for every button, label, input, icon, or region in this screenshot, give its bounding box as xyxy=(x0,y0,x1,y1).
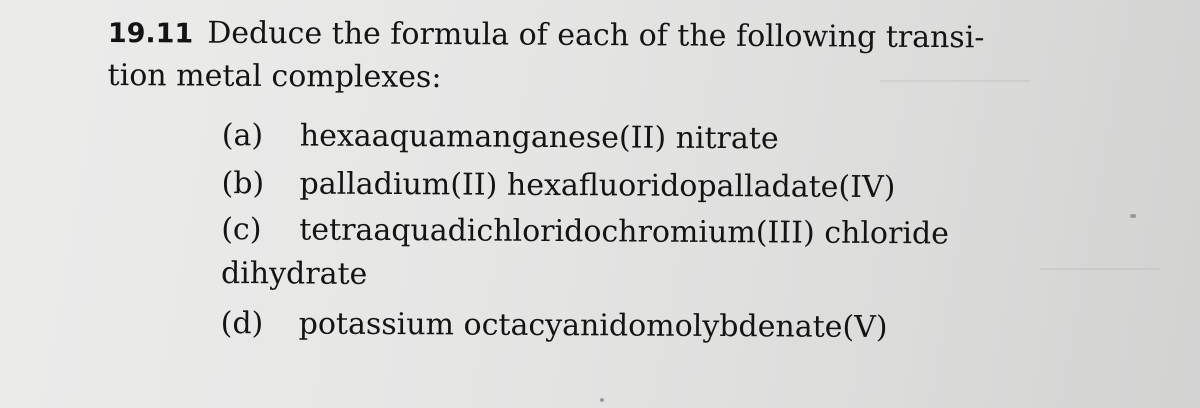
paper-speck xyxy=(600,398,604,402)
problem-line-2 xyxy=(107,55,1107,103)
list-item xyxy=(221,208,1121,257)
problem-items xyxy=(221,112,1122,353)
item-label: (d) xyxy=(220,305,264,342)
list-item xyxy=(221,300,1121,353)
problem-statement xyxy=(107,12,1108,103)
item-text: palladium(II) hexafluoridopalladate(IV) xyxy=(299,166,896,206)
item-label: (c) xyxy=(221,211,262,248)
problem-text-line-2: tion metal complexes: xyxy=(107,57,442,96)
paper-speck xyxy=(1130,214,1136,218)
item-text: tetraaquadichloridochromium(III) chloride xyxy=(299,212,950,252)
item-text: hexaaquamanganese(II) nitrate xyxy=(299,118,779,157)
list-item xyxy=(221,160,1121,213)
item-continuation: dihydrate xyxy=(220,255,368,292)
problem-text-line-1: Deduce the formula of each of the following transi- xyxy=(207,15,985,56)
item-text: potassium octacyanidomolybdenate(V) xyxy=(298,306,888,346)
list-item xyxy=(222,112,1122,165)
problem-number: 19.11 xyxy=(107,17,194,50)
problem-line-1 xyxy=(108,12,1108,61)
item-label: (b) xyxy=(221,165,265,202)
item-label: (a) xyxy=(221,117,264,154)
